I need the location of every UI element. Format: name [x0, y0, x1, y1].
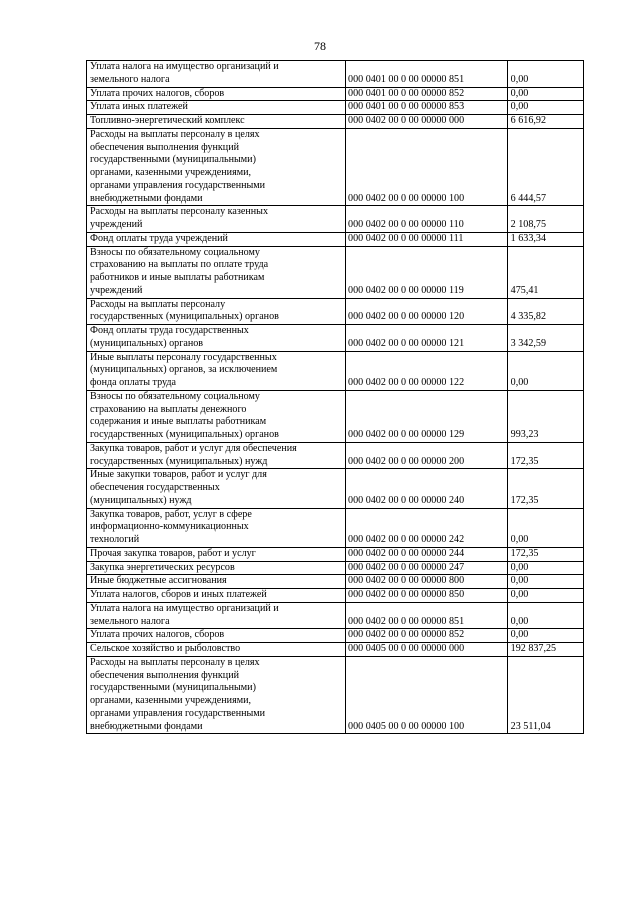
- table-row: [87, 351, 584, 390]
- table-row: [87, 656, 584, 734]
- row-amount-cell: 4 335,82: [507, 298, 583, 325]
- table-row: [87, 115, 584, 129]
- row-amount-cell: 2 108,75: [507, 206, 583, 233]
- table-row: [87, 101, 584, 115]
- row-code-cell: 000 0402 00 0 00 00000 851: [346, 602, 508, 629]
- row-amount-cell: 172,35: [507, 442, 583, 469]
- row-amount-cell: 0,00: [507, 351, 583, 390]
- row-name-cell: Закупка товаров, работ и услуг для обеспечения государственных (муниципальных) нужд: [87, 442, 346, 469]
- row-name-cell: Взносы по обязательному социальному страхованию на выплаты по оплате труда работников и иные выплаты работникам учреждений: [87, 246, 346, 298]
- table-row: [87, 643, 584, 657]
- table-row: [87, 206, 584, 233]
- table-row: [87, 128, 584, 206]
- row-name-cell: Уплата налога на имущество организаций и земельного налога: [87, 61, 346, 88]
- row-code-cell: 000 0402 00 0 00 00000 111: [346, 232, 508, 246]
- row-code-cell: 000 0402 00 0 00 00000 119: [346, 246, 508, 298]
- budget-table: [86, 60, 584, 734]
- row-code-cell: 000 0401 00 0 00 00000 852: [346, 87, 508, 101]
- row-name-cell: Иные выплаты персоналу государственных (муниципальных) органов, за исключением фонда оплаты труда: [87, 351, 346, 390]
- row-code-cell: 000 0402 00 0 00 00000 240: [346, 469, 508, 508]
- row-amount-cell: 6 616,92: [507, 115, 583, 129]
- row-name-cell: Иные бюджетные ассигнования: [87, 575, 346, 589]
- row-amount-cell: 0,00: [507, 629, 583, 643]
- row-name-cell: Расходы на выплаты персоналу в целях обеспечения выполнения функций государственными (муниципальными) органами, казенными учреждениями, органами управления государственными внебюджетными фондами: [87, 656, 346, 734]
- table-row: [87, 232, 584, 246]
- table-row: [87, 589, 584, 603]
- row-amount-cell: 0,00: [507, 87, 583, 101]
- row-name-cell: Прочая закупка товаров, работ и услуг: [87, 547, 346, 561]
- row-code-cell: 000 0402 00 0 00 00000 850: [346, 589, 508, 603]
- row-code-cell: 000 0402 00 0 00 00000 110: [346, 206, 508, 233]
- row-name-cell: Закупка энергетических ресурсов: [87, 561, 346, 575]
- table-row: [87, 87, 584, 101]
- table-row: [87, 629, 584, 643]
- row-amount-cell: 0,00: [507, 101, 583, 115]
- row-code-cell: 000 0405 00 0 00 00000 000: [346, 643, 508, 657]
- row-code-cell: 000 0402 00 0 00 00000 244: [346, 547, 508, 561]
- page-number: 78: [314, 39, 326, 53]
- row-code-cell: 000 0402 00 0 00 00000 200: [346, 442, 508, 469]
- row-amount-cell: 0,00: [507, 561, 583, 575]
- row-name-cell: Расходы на выплаты персоналу в целях обеспечения выполнения функций государственными (муниципальными) органами, казенными учреждениями, органами управления государственными внебюджетными фондами: [87, 128, 346, 206]
- row-name-cell: Взносы по обязательному социальному страхованию на выплаты денежного содержания и иные выплаты работникам государственных (муниципальных) органов: [87, 390, 346, 442]
- row-code-cell: 000 0401 00 0 00 00000 851: [346, 61, 508, 88]
- row-name-cell: Топливно-энергетический комплекс: [87, 115, 346, 129]
- row-code-cell: 000 0405 00 0 00 00000 100: [346, 656, 508, 734]
- row-name-cell: Расходы на выплаты персоналу казенных учреждений: [87, 206, 346, 233]
- row-code-cell: 000 0402 00 0 00 00000 852: [346, 629, 508, 643]
- row-amount-cell: 0,00: [507, 508, 583, 547]
- row-name-cell: Уплата налогов, сборов и иных платежей: [87, 589, 346, 603]
- row-code-cell: 000 0402 00 0 00 00000 247: [346, 561, 508, 575]
- table-row: [87, 442, 584, 469]
- budget-table-body: [87, 61, 584, 734]
- row-name-cell: Уплата налога на имущество организаций и земельного налога: [87, 602, 346, 629]
- row-amount-cell: 0,00: [507, 575, 583, 589]
- row-amount-cell: 0,00: [507, 589, 583, 603]
- row-code-cell: 000 0402 00 0 00 00000 800: [346, 575, 508, 589]
- table-row: [87, 547, 584, 561]
- row-amount-cell: 0,00: [507, 602, 583, 629]
- table-row: [87, 390, 584, 442]
- row-name-cell: Уплата иных платежей: [87, 101, 346, 115]
- row-amount-cell: 0,00: [507, 61, 583, 88]
- row-amount-cell: 172,35: [507, 547, 583, 561]
- row-code-cell: 000 0402 00 0 00 00000 242: [346, 508, 508, 547]
- row-amount-cell: 475,41: [507, 246, 583, 298]
- row-code-cell: 000 0401 00 0 00 00000 853: [346, 101, 508, 115]
- row-amount-cell: 993,23: [507, 390, 583, 442]
- row-name-cell: Иные закупки товаров, работ и услуг для обеспечения государственных (муниципальных) нужд: [87, 469, 346, 508]
- row-amount-cell: 192 837,25: [507, 643, 583, 657]
- row-name-cell: Сельское хозяйство и рыболовство: [87, 643, 346, 657]
- table-row: [87, 298, 584, 325]
- row-name-cell: Фонд оплаты труда государственных (муниципальных) органов: [87, 325, 346, 352]
- table-row: [87, 469, 584, 508]
- row-code-cell: 000 0402 00 0 00 00000 000: [346, 115, 508, 129]
- table-row: [87, 61, 584, 88]
- row-code-cell: 000 0402 00 0 00 00000 122: [346, 351, 508, 390]
- row-name-cell: Расходы на выплаты персоналу государственных (муниципальных) органов: [87, 298, 346, 325]
- row-amount-cell: 3 342,59: [507, 325, 583, 352]
- row-code-cell: 000 0402 00 0 00 00000 120: [346, 298, 508, 325]
- table-row: [87, 602, 584, 629]
- row-code-cell: 000 0402 00 0 00 00000 121: [346, 325, 508, 352]
- row-amount-cell: 1 633,34: [507, 232, 583, 246]
- row-name-cell: Уплата прочих налогов, сборов: [87, 629, 346, 643]
- row-code-cell: 000 0402 00 0 00 00000 100: [346, 128, 508, 206]
- table-row: [87, 246, 584, 298]
- table-row: [87, 325, 584, 352]
- row-name-cell: Уплата прочих налогов, сборов: [87, 87, 346, 101]
- table-row: [87, 561, 584, 575]
- table-row: [87, 575, 584, 589]
- row-code-cell: 000 0402 00 0 00 00000 129: [346, 390, 508, 442]
- row-name-cell: Фонд оплаты труда учреждений: [87, 232, 346, 246]
- row-name-cell: Закупка товаров, работ, услуг в сфере информационно-коммуникационных технологий: [87, 508, 346, 547]
- row-amount-cell: 172,35: [507, 469, 583, 508]
- table-row: [87, 508, 584, 547]
- row-amount-cell: 23 511,04: [507, 656, 583, 734]
- row-amount-cell: 6 444,57: [507, 128, 583, 206]
